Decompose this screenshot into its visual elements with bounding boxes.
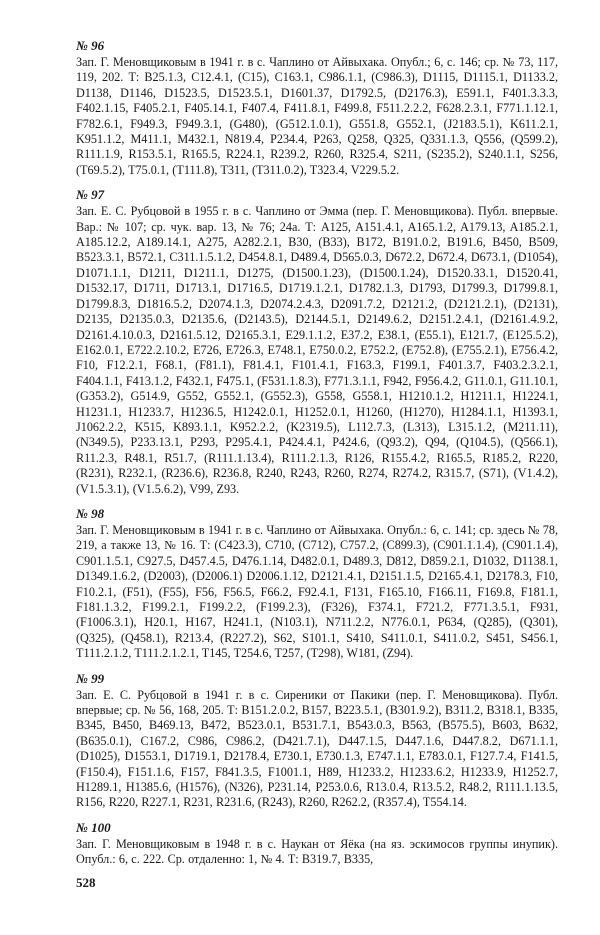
entry-number: № 99 — [76, 670, 105, 686]
page-number: 528 — [76, 875, 96, 890]
entry-number: № 97 — [76, 187, 105, 203]
entry-text: Зап. Г. Меновщиковым в 1941 г. в с. Чаплино от Айвыхака. Опубл.: 6, с. 141; ср. здесь № 78, 219, а также 13, № 16. Т: (C423.3), C710, (C712), C757.2, (C899.3), (C901.1.1.4), (C901.1.4), C901.1.5.1, C927.5, D457.4.5, D476.1.14, D482.0.1, D489.3, D812, D859.2.1, D1032, D1138.1, D1349.1.6.2, (D2003), (D2006.1) D2006.1.12, D2121.4.1, D2151.1.5, D2165.4.1, D2178.3, F10, F10.2.1, (F51), (F55), F56, F56.5, F66.2, F92.4.1, F131, F165.10, F166.11, F169.8, F181.1, F181.1.3.2, F199.2.1, F199.2.2, (F199.2.3), (F326), F374.1, F721.2, F771.3.5.1, F931, (F1006.3.1), H20.1, H167, H241.1, (N103.1), N711.2.2, N776.0.1, P634, (Q285), (Q301), (Q325), (Q458.1), R213.4, (R227.2), S62, S101.1, S410, S411.0.1, S411.0.2, S451, S456.1, T111.2.1.2, T111.2.1.2.1, T145, T254.6, T257, (T298), W181, (Z94). — [76, 522, 558, 661]
entry-text: Зап. Г. Меновщиковым в 1948 г. в с. Наукан от Яёка (на яз. эскимосов группы инупик). Опубл.: 6, с. 222. Ср. отдаленно: 1, № 4. Т: B319.7, B335, — [76, 836, 558, 867]
entry-98 — [76, 506, 558, 662]
entry-number: № 98 — [76, 505, 105, 521]
entry-99 — [76, 671, 558, 811]
entry-text: Зап. Е. С. Рубцовой в 1955 г. в с. Чаплино от Эмма (пер. Г. Меновщикова). Публ. впервые. Вар.: № 107; ср. чук. вар. 13, № 76; 24а. Т: A125, A151.4.1, A165.1.2, A179.13, A185.2.1, A185.12.2, A189.14.1, A275, A282.2.1, B30, (B33), B172, B191.0.2, B191.6, B450, B509, B523.3.1, B572.1, C311.1.5.1.2, D454.8.1, D489.4, D565.0.3, D672.2, D672.4, D673.1, (D1054), D1071.1.1, D1211, D1211.1, D1275, (D1500.1.23), (D1500.1.24), D1520.33.1, D1520.41, D1532.17, D1711, D1713.1, D1716.5, D1719.1.2.1, D1782.1.3, D1793, D1799.3, D1799.8.1, D1799.8.3, D1816.5.2, D2074.1.3, D2074.2.4.3, D2091.7.2, D2121.2, (D2121.2.1), (D2131), D2135, D2135.0.3, D2135.6, (D2143.5), D2144.5.1, D2149.6.2, D2151.2.4.1, (D2161.4.9.2, D2161.4.10.0.3, D2161.5.12, D2165.3.1, E29.1.1.2, E37.2, E38.1, (E55.1), E121.7, (E125.5.2), E162.0.1, E722.2.10.2, E726, E726.3, E748.1, E750.0.2, E752.2, (E752.8), (E755.2.1), E756.4.2, F10, F12.2.1, F68.1, (F81.1), F81.4.1, F101.4.1, F163.3, F199.1, F401.3.7, F403.2.3.2.1, F404.1.1, F413.1.2, F432.1, F475.1, (F531.1.8.3), F771.3.1.1, F942, F956.4.2, G11.0.1, G11.10.1, (G353.2), G514.9, G552, G552.1, (G552.3), G558, G558.1, H1210.1.2, H1211.1, H1224.1, H1231.1, H1233.7, H1236.5, H1242.0.1, H1252.0.1, H1260, (H1270), H1284.1.1, H1393.1, J1062.2.2, K515, K893.1.1, K952.2.2, (K2319.5), L112.7.3, (L313), L315.1.2, (M211.11), (N349.5), P233.13.1, P293, P295.4.1, P424.4.1, P424.6, (Q93.2), Q94, (Q104.5), (Q566.1), R11.2.3, R48.1, R51.7, (R111.1.13.4), R111.2.1.3, R126, R155.4.2, R165.5, R185.2, R220, (R231), R232.1, (R236.6), R236.8, R240, R243, R260, R274, R274.2, R315.7, (S71), (V1.4.2), (V1.5.3.1), (V1.5.6.2), V99, Z93. — [76, 204, 558, 496]
entry-96 — [76, 38, 558, 178]
entry-100 — [76, 820, 558, 868]
entry-number: № 100 — [76, 819, 111, 835]
entry-text: Зап. Г. Меновщиковым в 1941 г. в с. Чаплино от Айвыхака. Опубл.; 6, с. 146; ср. № 73, 117, 119, 202. Т: B25.1.3, C12.4.1, (C15), C163.1, C986.1.1, (C986.3), D1115, D1115.1, D1133.2, D1138, D1146, D1523.5, D1523.5.1, D1601.37, D1792.5, (D2176.3), E591.1, F401.3.3.3, F402.1.15, F405.2.1, F405.14.1, F407.4, F411.8.1, F499.8, F511.2.2.2, F628.2.3.1, F771.1.12.1, F782.6.1, F949.3, F949.3.1, (G480), (G512.1.0.1), G551.8, G552.1, (J2183.5.1), K611.2.1, K951.1.2, M411.1, M432.1, N819.4, P234.4, P263, Q258, Q325, Q331.1.3, Q556, (Q599.2), R111.1.9, R153.5.1, R165.5, R224.1, R239.2, R260, R325.4, S211, (S235.2), S240.1.1, S256, (T69.5.2), T75.0.1, (T111.8), T311, (T311.0.2), T323.4, V229.5.2. — [76, 55, 558, 177]
entry-number: № 96 — [76, 38, 105, 53]
entry-text: Зап. Е. С. Рубцовой в 1941 г. в с. Сиреники от Пакики (пер. Г. Меновщикова). Публ. впервые; ср. № 56, 168, 205. Т: B151.2.0.2, B157, B223.5.1, (B301.9.2), B311.2, B318.1, B335, B345, B450, B469.13, B472, B523.0.1, B531.7.1, B543.0.3, B563, (B575.5), B603, B632, (B635.0.1), C167.2, C986, C986.2, (D421.7.1), D447.1.5, D447.1.6, D447.8.2, D671.1.1, (D1025), D1553.1, D1719.1, D2178.4, E730.1, E730.1.3, E747.1.1, E783.0.1, F127.7.4, F141.5, (F150.4), F151.1.6, F157, F841.3.5, F1001.1, H89, H1233.2, H1233.6.2, H1233.9, H1252.7, H1289.1, H1385.6, (H1576), (N326), P231.14, P253.0.6, R13.0.4, R13.5.2, R48.2, R111.1.13.5, R156, R220, R227.1, R231, R231.6, (R243), R260, R262.2, (R357.4), T554.14. — [76, 687, 558, 810]
entry-97 — [76, 187, 558, 497]
